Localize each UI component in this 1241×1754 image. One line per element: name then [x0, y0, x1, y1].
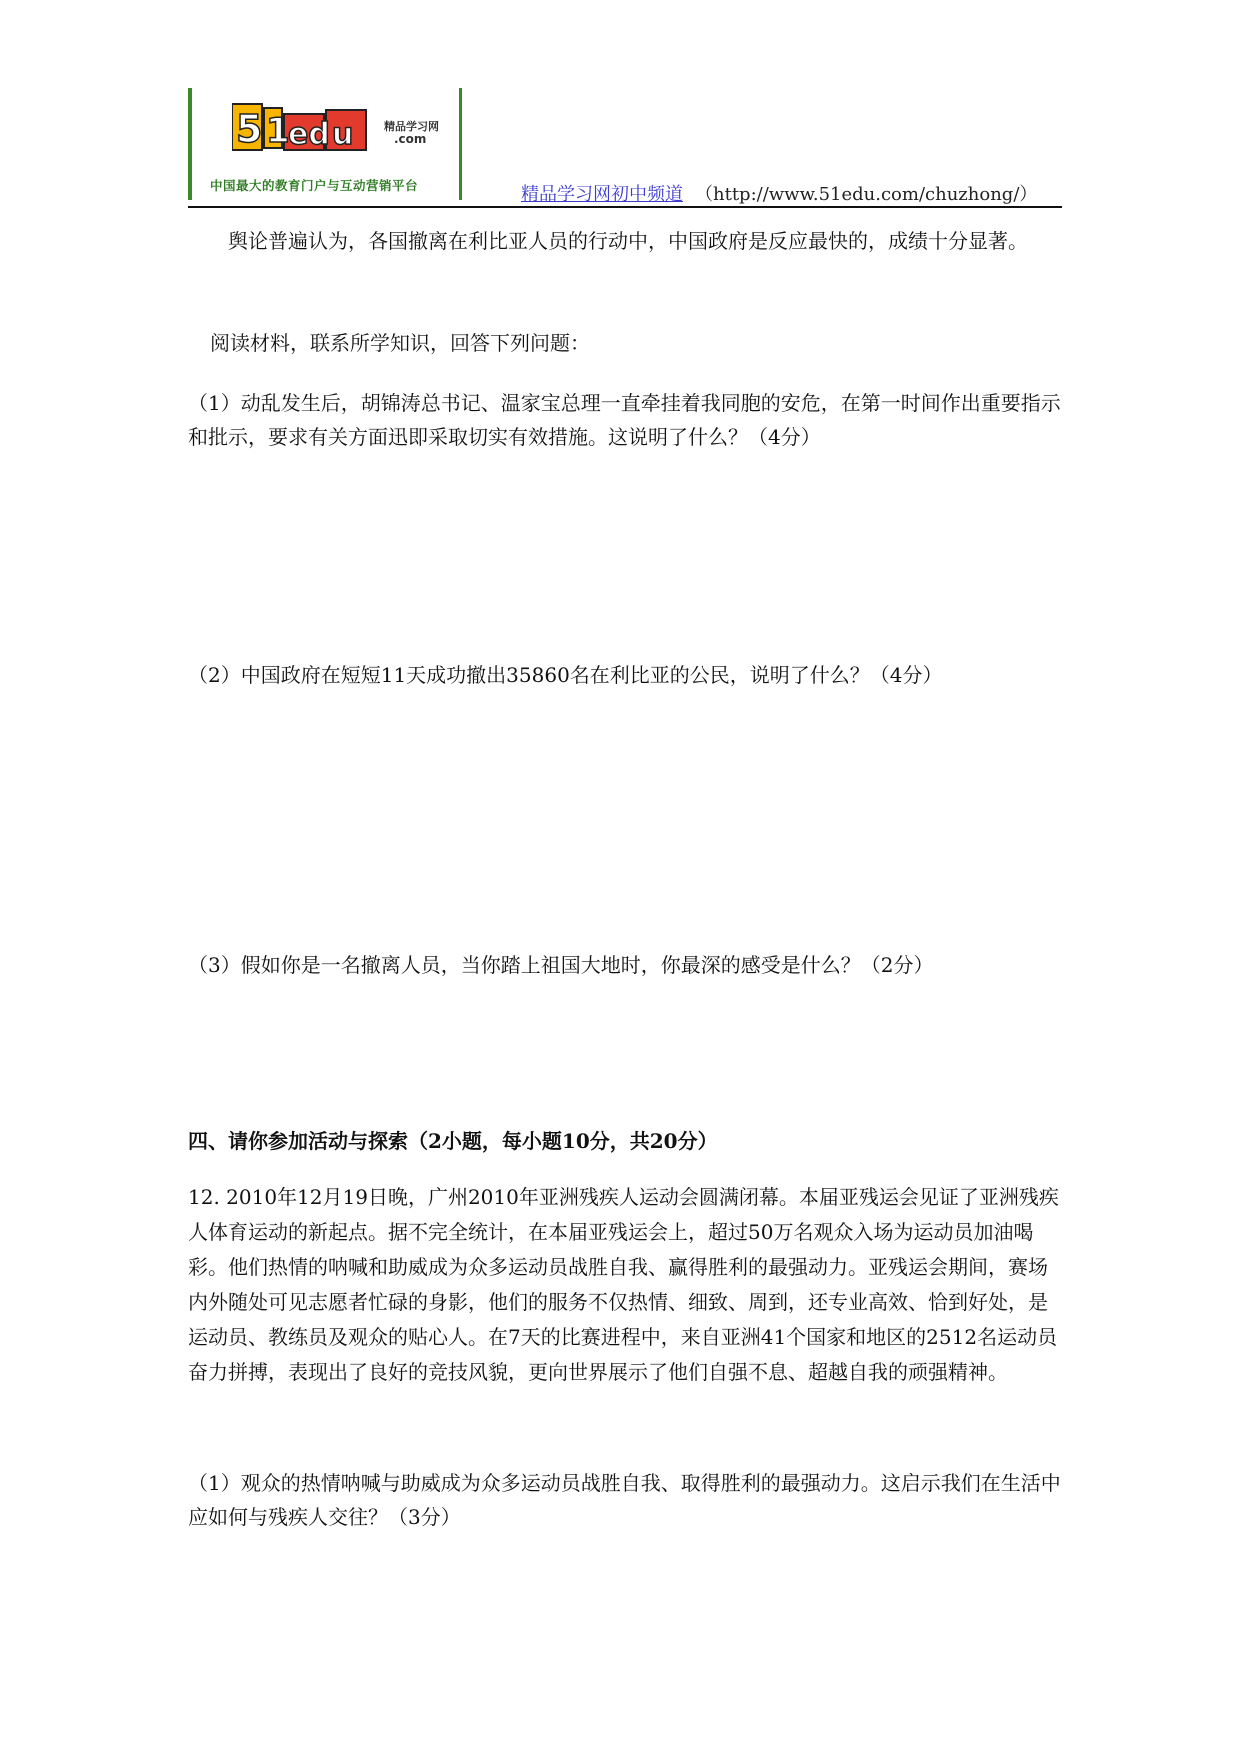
question-2: （2）中国政府在短短11天成功撤出35860名在利比亚的公民，说明了什么？（4分）: [188, 663, 943, 687]
question-12-1: （1）观众的热情呐喊与助威成为众多运动员战胜自我、取得胜利的最强动力。这启示我们在生活中应如何与残疾人交往？（3分）: [188, 1471, 1061, 1529]
logo-divider-left: [188, 88, 192, 200]
channel-link[interactable]: 精品学习网初中频道: [521, 184, 683, 205]
svg-text:5: 5: [236, 107, 263, 151]
question-12-material: 12. 2010年12月19日晚，广州2010年亚洲残疾人运动会圆满闭幕。本届亚残运会见证了亚洲残疾人体育运动的新起点。据不完全统计，在本届亚残运会上，超过50万名观众入场为运动员加油喝彩。他们热情的呐喊和助威成为众多运动员战胜自我、赢得胜利的最强动力。亚残运会期间，赛场内外随处可见志愿者忙碌的身影，他们的服务不仅热情、细致、周到，还专业高效、恰到好处，是运动员、教练员及观众的贴心人。在7天的比赛进程中，来自亚洲41个国家和地区的2512名运动员奋力拼搏，表现出了良好的竞技风貌，更向世界展示了他们自强不息、超越自我的顽强精神。: [188, 1185, 1059, 1384]
site-logo[interactable]: [188, 88, 462, 200]
logo-divider-right: [459, 88, 462, 200]
logo-tagline: 中国最大的教育门户与互动营销平台: [210, 178, 419, 193]
question-3: （3）假如你是一名撤离人员，当你踏上祖国大地时，你最深的感受是什么？（2分）: [188, 953, 934, 977]
header-divider: [188, 206, 1062, 208]
svg-text:1: 1: [266, 111, 290, 151]
svg-text:u: u: [332, 117, 354, 152]
svg-text:ed: ed: [288, 117, 330, 152]
reading-instruction: 阅读材料，联系所学知识，回答下列问题：: [210, 331, 590, 355]
question-1: （1）动乱发生后，胡锦涛总书记、温家宝总理一直牵挂着我同胞的安危，在第一时间作出重要指示和批示，要求有关方面迅即采取切实有效措施。这说明了什么？（4分）: [188, 391, 1061, 449]
logo-brand-name: 精品学习网: [384, 120, 439, 133]
intro-paragraph: 舆论普遍认为，各国撤离在利比亚人员的行动中，中国政府是反应最快的，成绩十分显著。: [188, 229, 1028, 253]
logo-51edu-mark: [232, 100, 412, 170]
logo-domain-suffix: .com: [394, 132, 427, 146]
section-4-title: 四、请你参加活动与探索（2小题，每小题10分，共20分）: [188, 1129, 718, 1153]
channel-url: （http://www.51edu.com/chuzhong/）: [695, 184, 1038, 205]
